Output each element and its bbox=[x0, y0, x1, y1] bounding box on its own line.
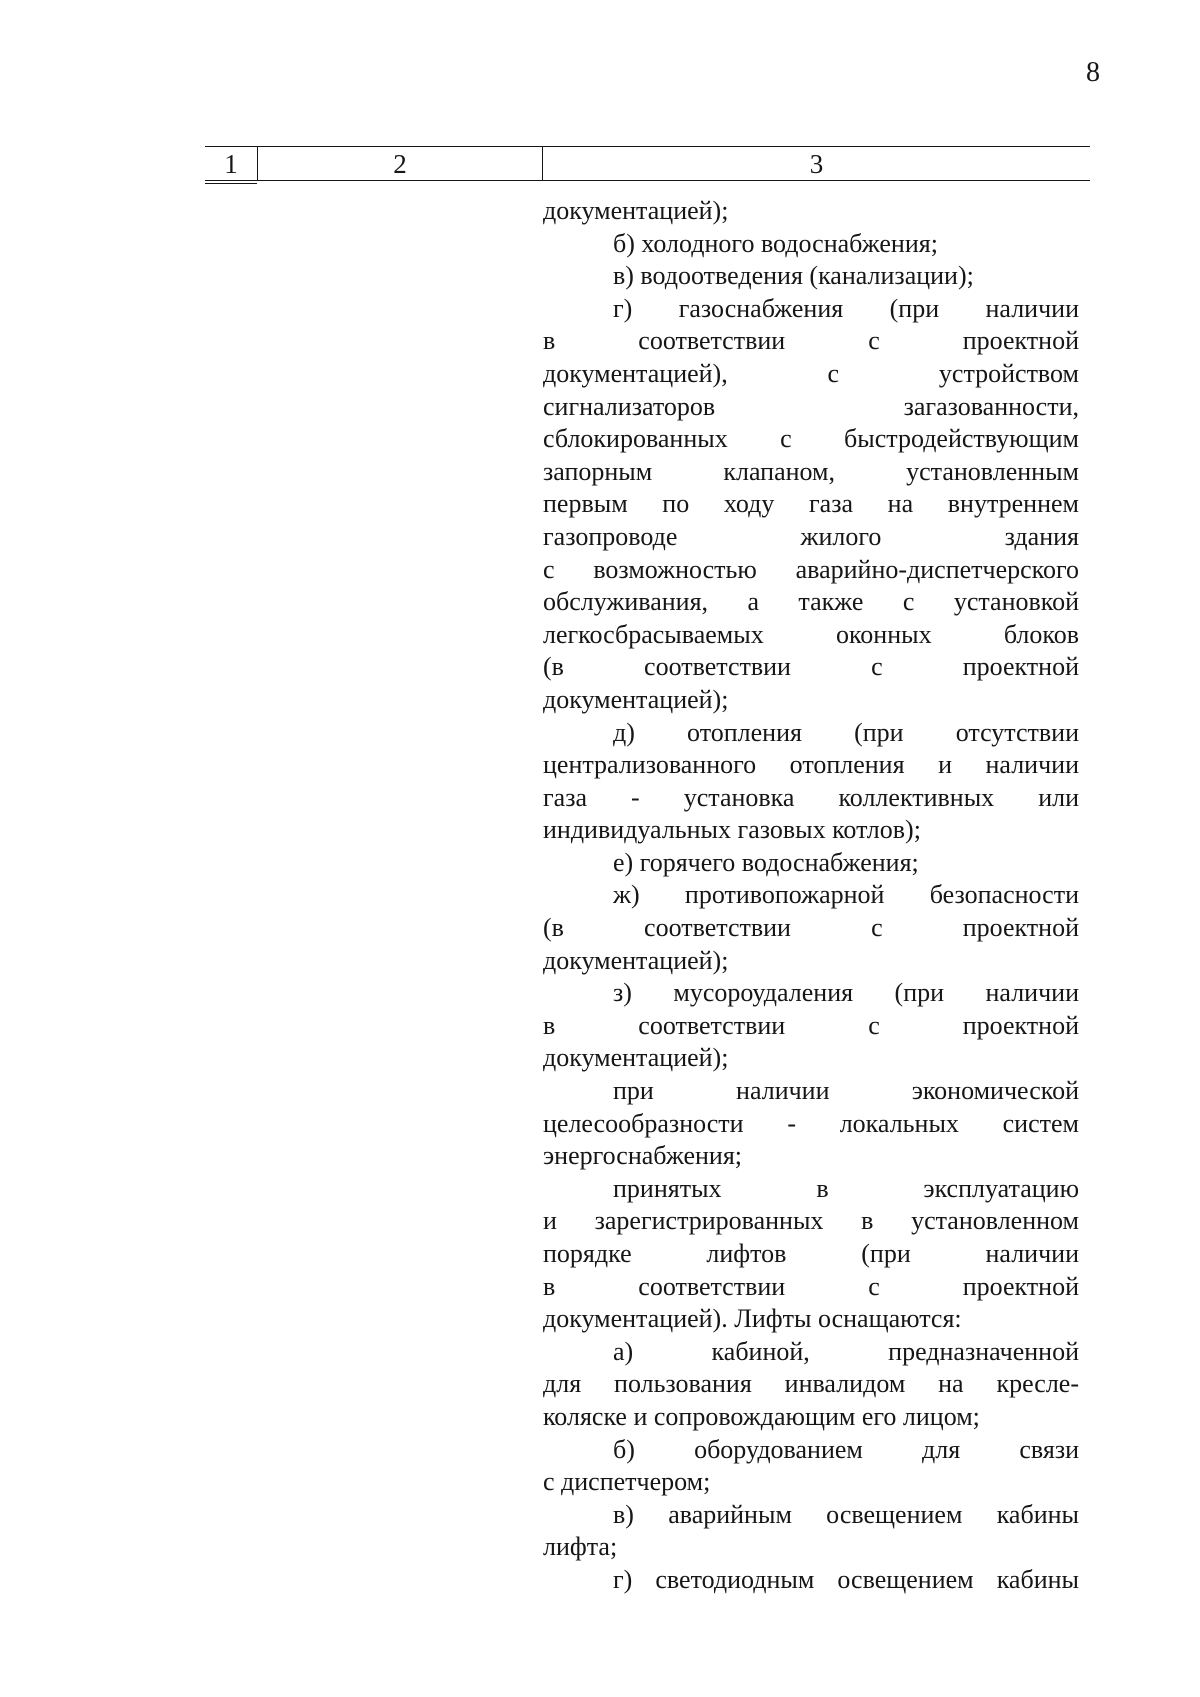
text-line: с диспетчером; bbox=[543, 1467, 711, 1497]
text-line: газопроводе жилого здания bbox=[543, 521, 1079, 551]
text-line: д) отопления (при отсутствии bbox=[613, 717, 1079, 747]
text-line: целесообразности - локальных систем bbox=[543, 1108, 1079, 1138]
text-line: лифта; bbox=[543, 1532, 618, 1562]
text-line: документацией); bbox=[543, 945, 729, 975]
text-line: при наличии экономической bbox=[613, 1076, 1079, 1106]
text-line: з) мусороудаления (при наличии bbox=[613, 978, 1079, 1008]
text-line: коляске и сопровождающим его лицом; bbox=[543, 1401, 980, 1431]
text-line: (в соответствии с проектной bbox=[543, 913, 1079, 943]
text-line: а) кабиной, предназначенной bbox=[613, 1336, 1079, 1366]
text-line: документацией). Лифты оснащаются: bbox=[543, 1304, 962, 1334]
text-line: индивидуальных газовых котлов); bbox=[543, 815, 921, 845]
column-number-3: 3 bbox=[809, 149, 824, 179]
text-line: первым по ходу газа на внутреннем bbox=[543, 489, 1079, 519]
column-number-1: 1 bbox=[224, 149, 238, 179]
text-line: документацией); bbox=[543, 1043, 729, 1073]
text-line: документацией), с устройством bbox=[543, 358, 1079, 388]
text-line: с возможностью аварийно-диспетчерского bbox=[543, 554, 1079, 584]
table-column-header bbox=[205, 146, 1090, 182]
text-line: г) газоснабжения (при наличии bbox=[613, 293, 1079, 323]
text-line: для пользования инвалидом на кресле- bbox=[543, 1369, 1079, 1399]
text-line: г) светодиодным освещением кабины bbox=[613, 1564, 1079, 1594]
text-line: и зарегистрированных в установленном bbox=[543, 1206, 1079, 1236]
text-line: документацией); bbox=[543, 684, 729, 714]
text-line: (в соответствии с проектной bbox=[543, 652, 1079, 682]
text-line: централизованного отопления и наличии bbox=[543, 750, 1079, 780]
text-line: в соответствии с проектной bbox=[543, 326, 1079, 356]
text-line: в соответствии с проектной bbox=[543, 1010, 1079, 1040]
text-line: е) горячего водоснабжения; bbox=[613, 847, 919, 877]
text-line: б) оборудованием для связи bbox=[613, 1434, 1079, 1464]
text-line: сигнализаторов загазованности, bbox=[543, 391, 1079, 421]
text-line: запорным клапаном, установленным bbox=[543, 456, 1079, 486]
text-line: порядке лифтов (при наличии bbox=[543, 1239, 1079, 1268]
column-3-text bbox=[543, 195, 1079, 1597]
text-line: в соответствии с проектной bbox=[543, 1271, 1079, 1301]
text-line: ж) противопожарной безопасности bbox=[613, 880, 1079, 910]
text-line: документацией); bbox=[543, 196, 729, 225]
column-number-2: 2 bbox=[393, 149, 407, 179]
text-line: легкосбрасываемых оконных блоков bbox=[543, 619, 1079, 649]
header-tail-rule bbox=[205, 183, 257, 184]
header-bottom-rule bbox=[205, 180, 1090, 181]
text-line: газа - установка коллективных или bbox=[543, 782, 1079, 812]
text-line: в) водоотведения (канализации); bbox=[613, 261, 974, 291]
text-line: сблокированных с быстродействующим bbox=[543, 424, 1079, 454]
text-line: энергоснабжения; bbox=[543, 1141, 743, 1171]
text-line: в) аварийным освещением кабины bbox=[613, 1499, 1079, 1529]
text-line: б) холодного водоснабжения; bbox=[613, 228, 938, 258]
text-line: обслуживания, а также с установкой bbox=[543, 587, 1079, 617]
text-line: принятых в эксплуатацию bbox=[613, 1173, 1079, 1203]
page-number: 8 bbox=[1086, 57, 1100, 88]
